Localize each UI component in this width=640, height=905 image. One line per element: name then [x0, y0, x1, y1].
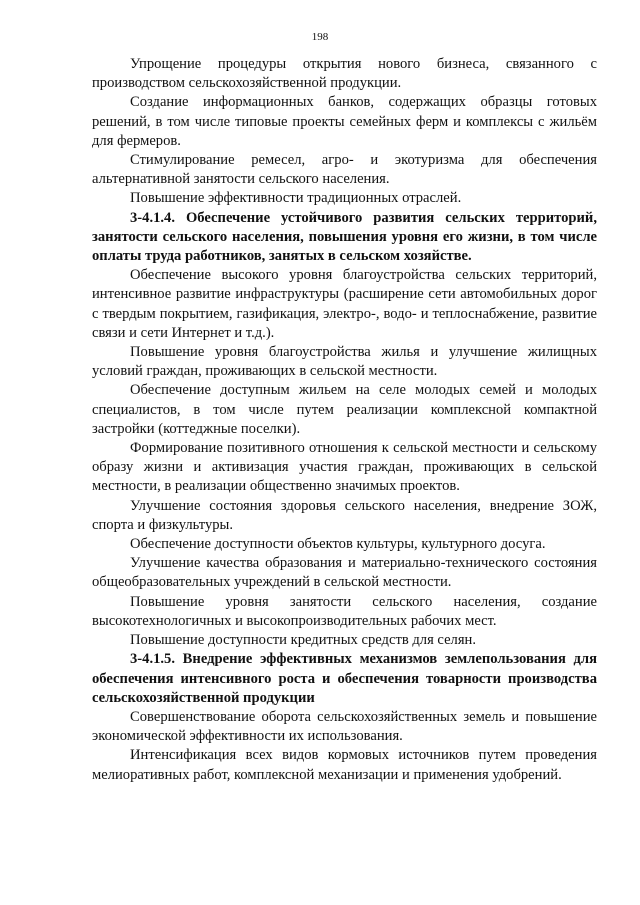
paragraph: Обеспечение доступности объектов культуры, культурного досуга. [130, 536, 546, 553]
paragraph: Повышение эффективности традиционных отраслей. [130, 190, 462, 207]
page-number: 198 [311, 31, 329, 43]
paragraph: Упрощение процедуры открытия нового бизнеса, связанного с производством сельскохозяйственной продукции. [92, 56, 597, 92]
paragraph: Повышение уровня занятости сельского населения, создание высокотехнологичных и высокопроизводительных рабочих мест. [92, 593, 597, 629]
paragraph: Стимулирование ремесел, агро- и экотуризма для обеспечения альтернативной занятости сельского населения. [92, 152, 597, 188]
paragraph: Улучшение состояния здоровья сельского населения, внедрение ЗОЖ, спорта и физкультуры. [92, 497, 597, 533]
paragraph: Обеспечение доступным жильем на селе молодых семей и молодых специалистов, в том числе путем реализации комплексной компактной застройки (коттеджные поселки). [92, 382, 597, 437]
paragraph: Формирование позитивного отношения к сельской местности и сельскому образу жизни и активизация участия граждан, проживающих в сельской местности, в реализации общественно значимых проектов. [92, 440, 597, 495]
paragraph: Создание информационных банков, содержащих образцы готовых решений, в том числе типовые проекты семейных ферм и комплексы с жильём для фермеров. [92, 94, 597, 149]
paragraph: Совершенствование оборота сельскохозяйственных земель и повышение экономической эффективности их использования. [92, 708, 597, 745]
section-heading: 3-4.1.4. Обеспечение устойчивого развития сельских территорий, занятости сельского населения, повышения уровня его жизни, в том числе оплаты труда работников, занятых в сельском хозяйстве. [92, 209, 597, 265]
paragraph: Улучшение качества образования и материально-технического состояния общеобразовательных учреждений в сельской местности. [92, 555, 597, 591]
paragraph: Повышение уровня благоустройства жилья и улучшение жилищных условий граждан, проживающих в сельской местности. [92, 344, 597, 380]
paragraph: Интенсификация всех видов кормовых источников путем проведения мелиоративных работ, комплексной механизации и применения удобрений. [92, 747, 597, 783]
paragraph: Повышение доступности кредитных средств для селян. [130, 632, 477, 649]
page-body [92, 55, 597, 785]
paragraph: Обеспечение высокого уровня благоустройства сельских территорий, интенсивное развитие инфраструктуры (расширение сети автомобильных дорог с твердым покрытием, газификация, электро-, водо- и теплоснабжение, развитие связи и сети Интернет и т.д.). [92, 267, 597, 341]
section-heading: 3-4.1.5. Внедрение эффективных механизмов землепользования для обеспечения интенсивного роста и обеспечения товарности производства сельскохозяйственной продукции [92, 651, 597, 706]
